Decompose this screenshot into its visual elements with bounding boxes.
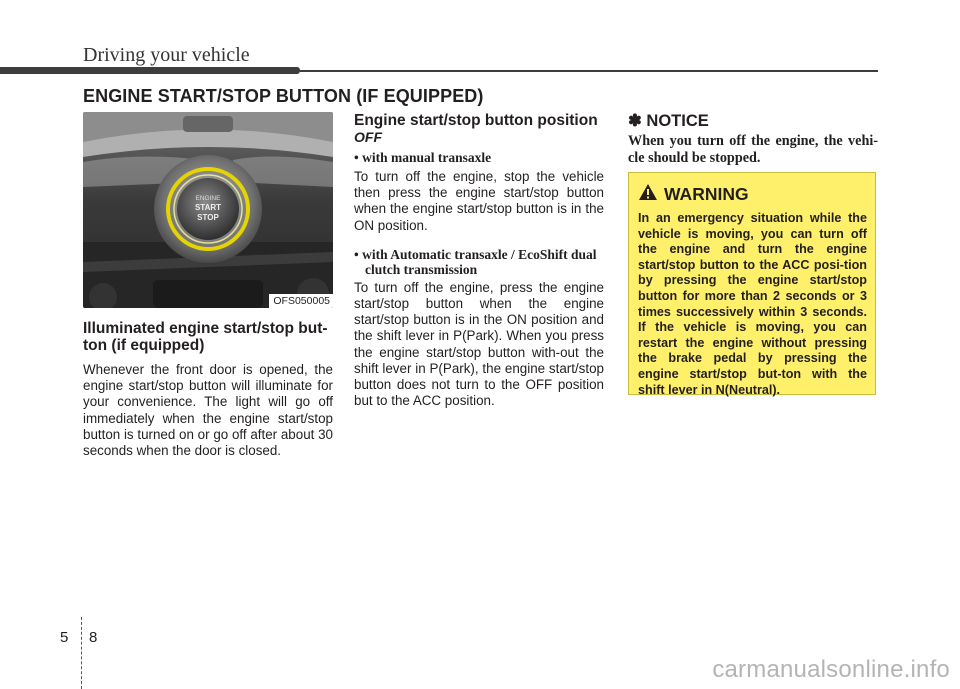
automatic-transaxle-bullet — [354, 247, 604, 277]
chapter-number: 5 — [60, 629, 69, 646]
button-position-heading: Engine start/stop button position — [354, 112, 598, 129]
section-title: ENGINE START/STOP BUTTON (IF EQUIPPED) — [83, 86, 484, 106]
warning-text: In an emergency situation while the vehicle is moving, you can turn off the engine and turn the engine start/stop button to the ACC posi-tion by pressing the engine start/stop button for more than 2 seconds or 3 times successively within 3 seconds. If the vehicle is moving, you can restart the engine without pressing the brake pedal by pressing the engine start/stop but-ton with the shift lever in N(Neutral). — [638, 211, 867, 397]
watermark-text: carmanualsonline.info — [712, 656, 950, 683]
manual-transaxle-paragraph: To turn off the engine, stop the vehicle then press the engine start/stop button when the engine start/stop button is in the ON position. — [354, 169, 604, 233]
photo-button-label-stop: STOP — [197, 213, 219, 222]
engine-button-photo — [83, 112, 333, 308]
illuminated-button-heading: Illuminated engine start/stop but-ton (if equipped) — [83, 320, 328, 354]
header-rule — [300, 70, 878, 72]
illuminated-button-paragraph: Whenever the front door is opened, the engine start/stop button will illuminate for your convenience. The light will go off immediately when the engine start/stop button is turned on or go off after about 30 seconds when the door is closed. — [83, 362, 333, 459]
warning-header — [638, 183, 867, 206]
photo-code-label: OFS050005 — [269, 294, 333, 308]
dashboard-illustration — [83, 112, 333, 308]
photo-button-label-start: START — [194, 203, 222, 212]
page-number: 8 — [89, 629, 98, 646]
position-off-label: OFF — [354, 129, 382, 145]
photo-button-label-engine: ENGINE — [195, 195, 221, 202]
column-middle — [354, 112, 604, 409]
automatic-bullet-line1: • with Automatic transaxle / EcoShift dual — [354, 246, 597, 262]
notice-heading: ✽ NOTICE — [628, 112, 709, 130]
column-right — [628, 112, 878, 166]
warning-title: WARNING — [664, 184, 749, 204]
automatic-transaxle-paragraph: To turn off the engine, press the engine start/stop button when the engine start/stop button is in the ON position and the shift lever in P(Park). When you press the engine start/stop button with-out the shift lever in P(Park), the engine start/stop button does not turn to the OFF position but to the ACC position. — [354, 279, 604, 409]
notice-text: When you turn off the engine, the vehi-cle should be stopped. — [628, 133, 878, 166]
warning-box — [628, 172, 876, 395]
page-number-rule — [81, 617, 82, 689]
automatic-bullet-line2: clutch transmission — [365, 261, 478, 277]
column-left — [83, 112, 333, 459]
manual-transaxle-bullet: • with manual transaxle — [354, 150, 492, 165]
warning-triangle-icon — [638, 183, 658, 206]
header-bar — [0, 67, 300, 74]
page-header-title: Driving your vehicle — [83, 44, 250, 66]
